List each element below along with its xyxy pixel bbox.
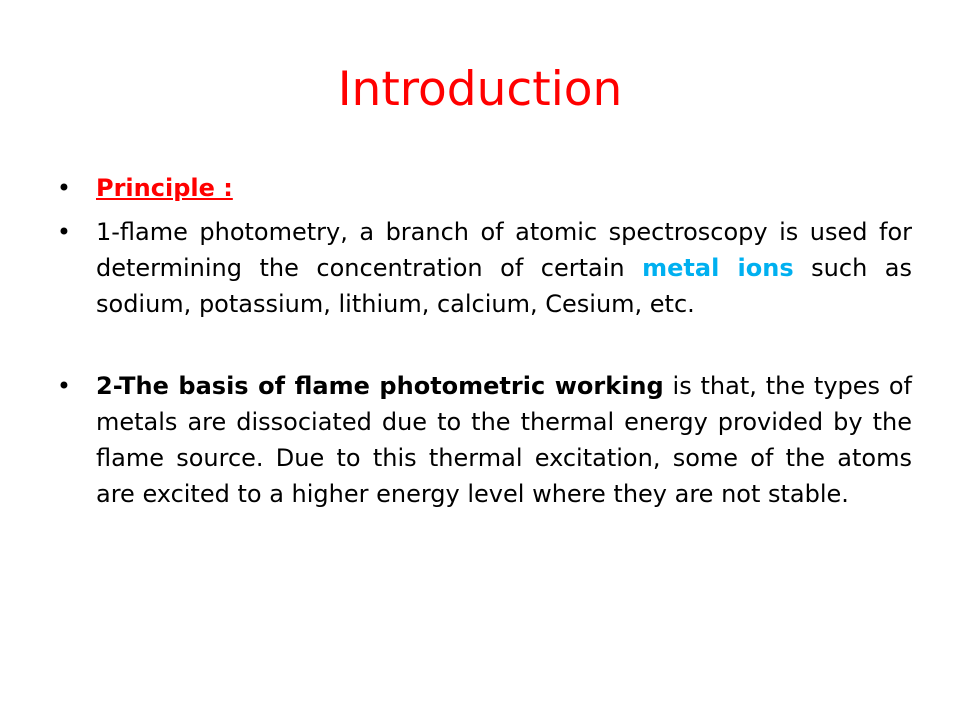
- bullet-list: [56, 170, 912, 520]
- definition-text-after: such as sodium, potassium, lithium, calcium, Cesium, etc.: [96, 254, 912, 318]
- principle-heading: Principle :: [96, 174, 233, 202]
- bullet-icon: •: [56, 174, 72, 202]
- definition-text-before: 1-flame photometry, a branch of atomic spectroscopy is used for determining the concentration of certain: [96, 218, 912, 282]
- bullet-item-principle: [56, 170, 912, 206]
- slide-title: Introduction: [337, 62, 623, 117]
- bullet-icon: •: [56, 372, 72, 400]
- bullet-item-definition: [56, 214, 912, 322]
- basis-text: is that, the types of metals are dissociated due to the thermal energy provided by the flame source. Due to this thermal excitation, some of the atoms are excited to a higher energy level where they are not stable.: [96, 372, 912, 508]
- bullet-icon: •: [56, 218, 72, 246]
- basis-bold-lead: 2-The basis of flame photometric working: [96, 372, 664, 400]
- metal-ions-highlight: metal ions: [642, 254, 794, 282]
- bullet-item-basis: [56, 368, 912, 512]
